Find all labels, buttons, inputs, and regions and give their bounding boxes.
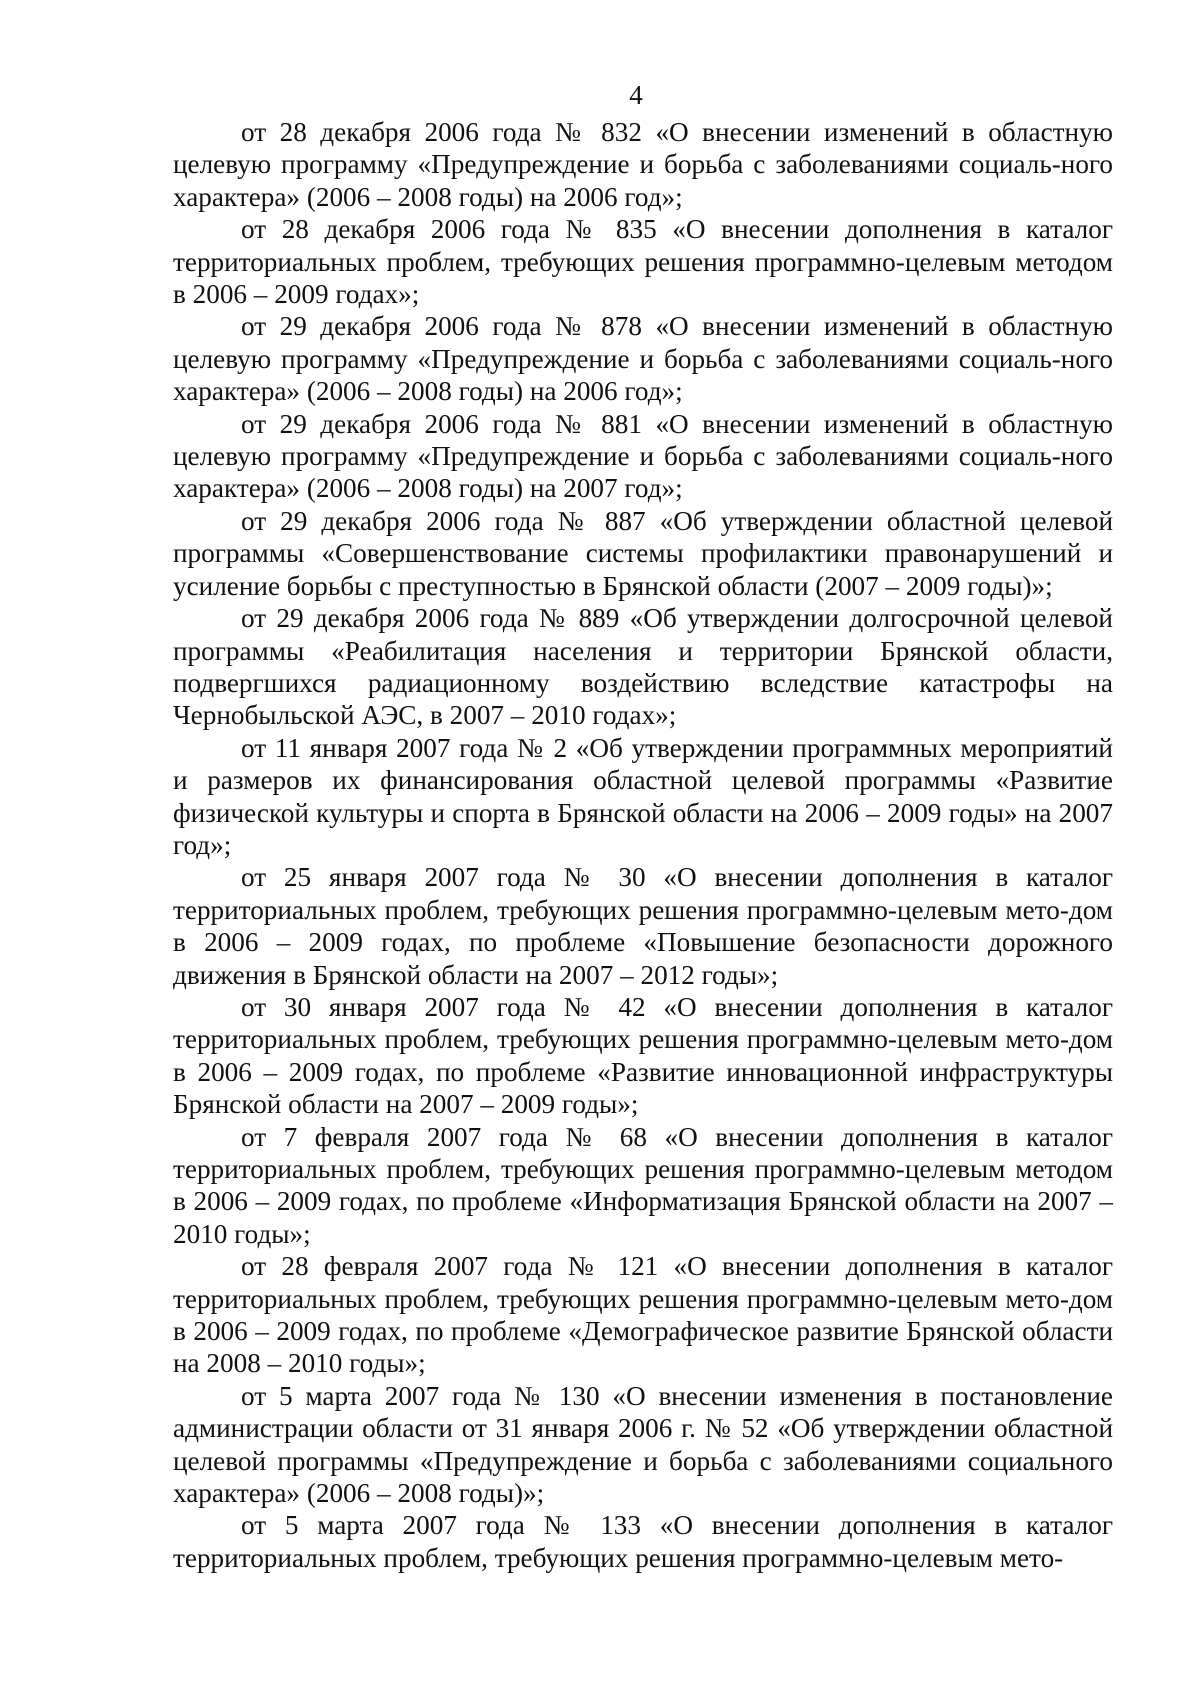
paragraph-resolution-2: от 11 января 2007 года № 2 «Об утверждении программных мероприятий и размеров их финансирования областной целевой программы «Развитие физической культуры и спорта в Брянской области на 2006 – 2009 годы» на 2007 год»; xyxy=(173,732,1113,860)
paragraph-resolution-30: от 25 января 2007 года № 30 «О внесении дополнения в каталог территориальных проблем, требующих решения программно-целевым мето-дом в 2006 – 2009 годах, по проблеме «Повышение безопасности дорожного движения в Брянской области на 2007 – 2012 годы»; xyxy=(173,862,1113,990)
paragraph-resolution-68: от 7 февраля 2007 года № 68 «О внесении дополнения в каталог территориальных проблем, требующих решения программно-целевым методом в 2006 – 2009 годах, по проблеме «Информатизация Брянской области на 2007 – 2010 годы»; xyxy=(173,1121,1113,1249)
paragraph-resolution-832: от 28 декабря 2006 года № 832 «О внесении изменений в областную целевую программу «Предупреждение и борьба с заболеваниями социаль-ного характера» (2006 – 2008 годы) на 2006 год»; xyxy=(173,117,1113,212)
paragraph-resolution-878: от 29 декабря 2006 года № 878 «О внесении изменений в областную целевую программу «Предупреждение и борьба с заболеваниями социаль-ного характера» (2006 – 2008 годы) на 2006 год»; xyxy=(173,311,1113,407)
paragraph-resolution-130: от 5 марта 2007 года № 130 «О внесении изменения в постановление администрации области от 31 января 2006 г. № 52 «Об утверждении областной целевой программы «Предупреждение и борьба с заболеваниями социального характера» (2006 – 2008 годы)»; xyxy=(173,1380,1113,1509)
paragraph-resolution-42: от 30 января 2007 года № 42 «О внесении дополнения в каталог территориальных проблем, требующих решения программно-целевым мето-дом в 2006 – 2009 годах, по проблеме «Развитие инновационной инфраструктуры Брянской области на 2007 – 2009 годы»; xyxy=(173,991,1113,1120)
paragraph-resolution-881: от 29 декабря 2006 года № 881 «О внесении изменений в областную целевую программу «Предупреждение и борьба с заболеваниями социаль-ного характера» (2006 – 2008 годы) на 2007 год»; xyxy=(173,408,1113,504)
paragraph-resolution-835: от 28 декабря 2006 года № 835 «О внесении дополнения в каталог территориальных проблем, требующих решения программно-целевым методом в 2006 – 2009 годах»; xyxy=(173,214,1113,310)
page-number: 4 xyxy=(629,80,643,110)
paragraph-resolution-133: от 5 марта 2007 года № 133 «О внесении дополнения в каталог территориальных проблем, требующих решения программно-целевым мето- xyxy=(173,1510,1113,1573)
document-body xyxy=(173,116,1113,1574)
paragraph-resolution-887: от 29 декабря 2006 года № 887 «Об утверждении областной целевой программы «Совершенствование системы профилактики правонарушений и усиление борьбы с преступностью в Брянской области (2007 – 2009 годы)»; xyxy=(173,505,1113,601)
paragraph-resolution-121: от 28 февраля 2007 года № 121 «О внесении дополнения в каталог территориальных проблем, требующих решения программно-целевым мето-дом в 2006 – 2009 годах, по проблеме «Демографическое развитие Брянской области на 2008 – 2010 годы»; xyxy=(173,1251,1113,1379)
paragraph-resolution-889: от 29 декабря 2006 года № 889 «Об утверждении долгосрочной целевой программы «Реабилитация населения и территории Брянской области, подвергшихся радиационному воздействию вследствие катастрофы на Чернобыльской АЭС, в 2007 – 2010 годах»; xyxy=(173,603,1113,731)
